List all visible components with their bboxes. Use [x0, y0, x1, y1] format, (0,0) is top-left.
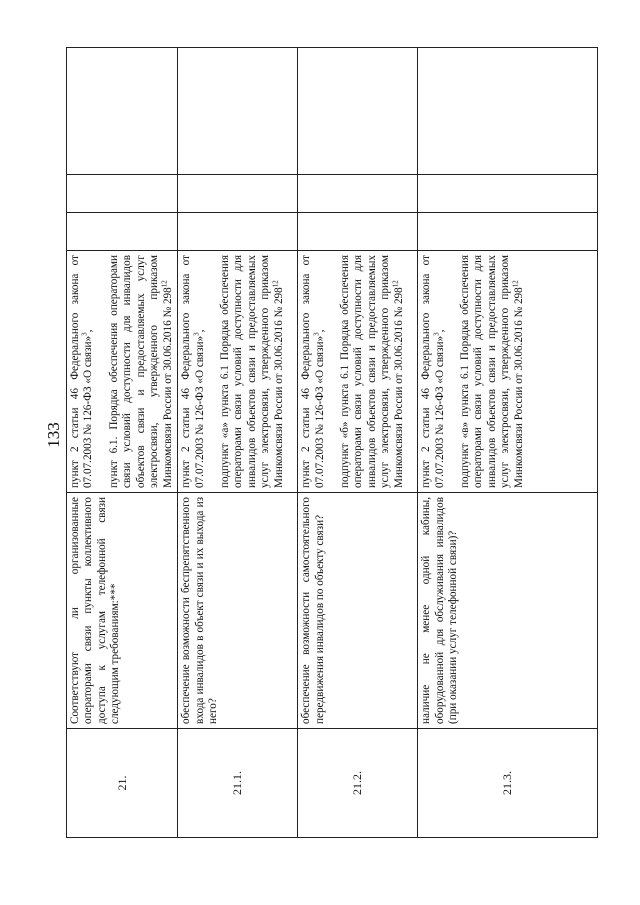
row-number: 21.1. [178, 729, 298, 838]
reference-law: пункт 2 статьи 46 Федерального закона от 07.07.2003 № 126-ФЗ «О связи» [300, 255, 326, 488]
notes-cell[interactable] [418, 48, 598, 175]
row-number: 21.2. [298, 729, 418, 838]
table-row [298, 48, 418, 838]
footnote-ref: 12 [159, 280, 168, 288]
notes-cell[interactable] [178, 48, 298, 175]
checkbox-cell-yes[interactable] [418, 213, 598, 251]
notes-cell[interactable] [298, 48, 418, 175]
reference-law: пункт 2 статьи 46 Федерального закона от 07.07.2003 № 126-ФЗ «О связи» [69, 255, 95, 488]
reference-cell: пункт 2 статьи 46 Федерального закона от 07.07.2003 № 126-ФЗ «О связи»$^3$, пункт 6.1. Порядка обеспечения операторами связи условий доступности для инвалидов объектов связи и предоставляемых услуг электросвязи, утвержденного приказом Минкомсвязи России от 30.06.2016 № $298^{12}$ [67, 251, 178, 493]
page-number: 133 [44, 422, 63, 448]
reference-law: пункт 2 статьи 46 Федерального закона от 07.07.2003 № 126-ФЗ «О связи» [420, 255, 446, 488]
checkbox-cell-no[interactable] [67, 175, 178, 213]
checkbox-cell-yes[interactable] [67, 213, 178, 251]
reference-order: пункт 6.1. Порядка обеспечения операторами связи условий доступности для инвалидов объектов связи и предоставляемых услуг электросвязи, утвержденного приказом Минкомсвязи России от 30.06.2016 № 298 [107, 255, 174, 488]
reference-law: пункт 2 статьи 46 Федерального закона от 07.07.2003 № 126-ФЗ «О связи» [180, 255, 206, 488]
checkbox-cell-no[interactable] [178, 175, 298, 213]
question-cell: обеспечение возможности беспрепятственного входа инвалидов в объект связи и их выхода из него? [178, 493, 298, 729]
footnote-ref: 3 [431, 332, 440, 336]
checkbox-cell-no[interactable] [418, 175, 598, 213]
notes-cell[interactable] [67, 48, 178, 175]
reference-cell: пункт 2 статьи 46 Федерального закона от 07.07.2003 № 126-ФЗ «О связи»$^3$, подпункт «в» пункта 6.1 Порядка обеспечения операторами связи условий доступности для инвалидов объектов связи и предоставляемых услуг электросвязи, утвержденного приказом Минкомсвязи России от 30.06.2016 № $298^{12}$ [418, 251, 598, 493]
footnote-ref: 12 [270, 280, 279, 288]
reference-order: подпункт «а» пункта 6.1 Порядка обеспечения операторами связи условий доступности для инвалидов объектов связи и предоставляемых услуг электросвязи, утвержденного приказом Минкомсвязи России от 30.06.2016 № 298 [218, 255, 285, 488]
table-row [67, 48, 178, 838]
question-cell: Соответствуют ли организованные операторами связи пункты коллективного доступа к услугам телефонной связи следующим требованиям:*** [67, 493, 178, 729]
checkbox-cell-yes[interactable] [298, 213, 418, 251]
table-row [418, 48, 598, 838]
question-cell: обеспечение возможности самостоятельного передвижения инвалидов по объекту связи? [298, 493, 418, 729]
footnote-ref: 3 [311, 332, 320, 336]
rotated-table-container [66, 48, 582, 838]
row-number: 21. [67, 729, 178, 838]
row-number: 21.3. [418, 729, 598, 838]
reference-cell: пункт 2 статьи 46 Федерального закона от 07.07.2003 № 126-ФЗ «О связи»$^3$, подпункт «а» пункта 6.1 Порядка обеспечения операторами связи условий доступности для инвалидов объектов связи и предоставляемых услуг электросвязи, утвержденного приказом Минкомсвязи России от 30.06.2016 № $298^{12}$ [178, 251, 298, 493]
checkbox-cell-yes[interactable] [178, 213, 298, 251]
reference-order: подпункт «б» пункта 6.1 Порядка обеспечения операторами связи условий доступности для инвалидов объектов связи и предоставляемых услуг электросвязи, утвержденного приказом Минкомсвязи России от 30.06.2016 № 298 [338, 255, 405, 488]
footnote-ref: 12 [510, 280, 519, 288]
checkbox-cell-no[interactable] [298, 175, 418, 213]
footnote-ref: 3 [191, 332, 200, 336]
footnote-ref: 12 [390, 280, 399, 288]
reference-order: подпункт «в» пункта 6.1 Порядка обеспечения операторами связи условий доступности для инвалидов объектов связи и предоставляемых услуг электросвязи, утвержденного приказом Минкомсвязи России от 30.06.2016 № 298 [458, 255, 525, 488]
reference-cell: пункт 2 статьи 46 Федерального закона от 07.07.2003 № 126-ФЗ «О связи»$^3$, подпункт «б» пункта 6.1 Порядка обеспечения операторами связи условий доступности для инвалидов объектов связи и предоставляемых услуг электросвязи, утвержденного приказом Минкомсвязи России от 30.06.2016 № $298^{12}$ [298, 251, 418, 493]
question-cell: наличие не менее одной кабины, оборудованной для обслуживания инвалидов (при оказании услуг телефонной связи)? [418, 493, 598, 729]
requirements-table [66, 47, 598, 838]
footnote-ref: 3 [80, 332, 89, 336]
table-row [178, 48, 298, 838]
